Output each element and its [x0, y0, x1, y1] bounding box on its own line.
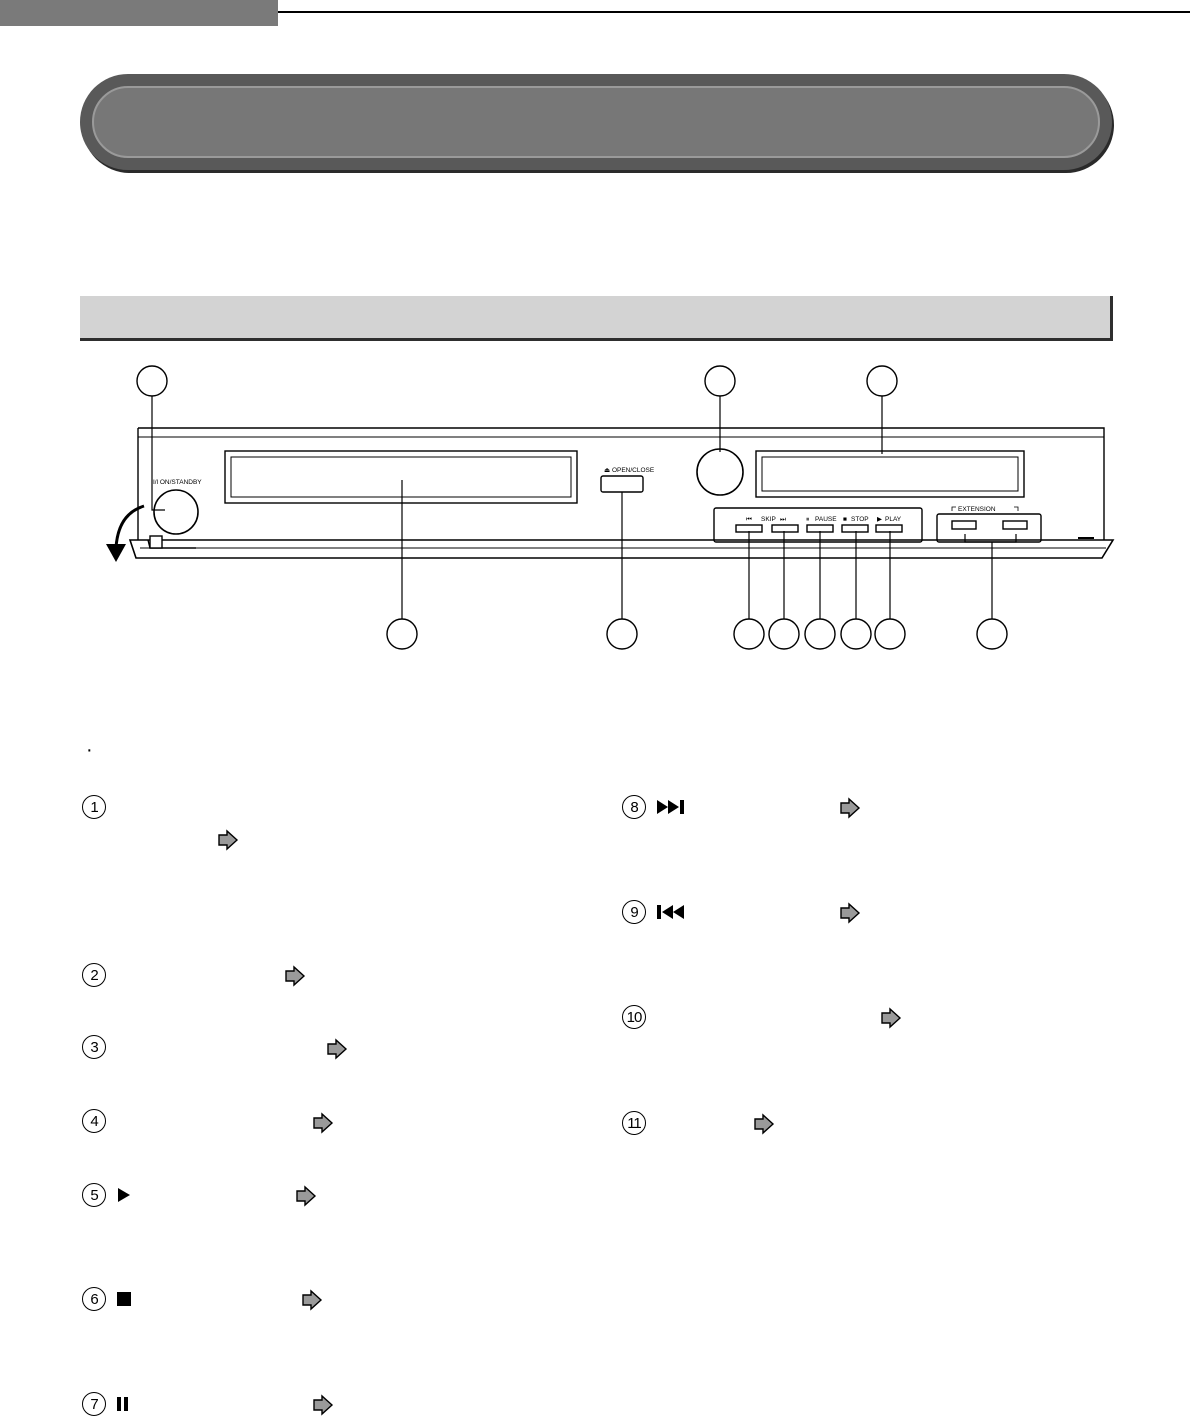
skip-back-icon [656, 904, 688, 920]
stop-glyph: ■ [843, 516, 847, 523]
extension-port-2 [1003, 521, 1027, 529]
skip-forward-glyph: ⏭ [780, 516, 786, 523]
stop-button [842, 525, 868, 532]
play-label: PLAY [885, 516, 902, 523]
page-ref-arrow-icon [839, 902, 861, 924]
item-4 [82, 1107, 106, 1135]
item-number: 3 [82, 1035, 106, 1059]
power-label: I/Ɩ ON/STANDBY [153, 479, 202, 486]
play-glyph: ▶ [877, 516, 882, 523]
callout-9-circle [841, 619, 871, 649]
play-icon [116, 1187, 132, 1203]
callout-4-circle [387, 619, 417, 649]
callout-1-circle [137, 366, 167, 396]
skip-forward-button [772, 525, 798, 532]
item-8 [622, 793, 688, 821]
leader-11 [965, 534, 1016, 619]
pause-label: PAUSE [815, 516, 837, 523]
control-knob [697, 449, 743, 495]
callout-6-circle [734, 619, 764, 649]
page-ref-arrow-icon [753, 1113, 775, 1135]
page-ref-arrow-icon [312, 1394, 334, 1416]
item-10 [622, 1003, 646, 1031]
skip-back-glyph: ⏮ [746, 516, 752, 523]
callout-11-circle [977, 619, 1007, 649]
item-5 [82, 1181, 132, 1209]
item-2 [82, 961, 106, 989]
callout-7-circle [769, 619, 799, 649]
callout-3-circle [867, 366, 897, 396]
pause-glyph: ⏸ [806, 516, 810, 523]
unit-top-edge [138, 428, 1104, 540]
item-number: 1 [82, 795, 106, 819]
item-number: 2 [82, 963, 106, 987]
open-close-label: ⏏ OPEN/CLOSE [604, 467, 655, 474]
stop-label: STOP [851, 516, 869, 523]
disc-tray-inner [231, 457, 571, 497]
pause-button [807, 525, 833, 532]
stop-icon [116, 1291, 132, 1307]
display-window-inner [762, 457, 1018, 491]
page-ref-arrow-icon [839, 797, 861, 819]
skip-back-button [736, 525, 762, 532]
page-ref-arrow-icon [295, 1185, 317, 1207]
extension-port-1 [952, 521, 976, 529]
page-ref-arrow-icon [880, 1007, 902, 1029]
page-ref-arrow-icon [312, 1112, 334, 1134]
item-7 [82, 1390, 130, 1418]
item-number: 4 [82, 1109, 106, 1133]
page-ref-arrow-icon [326, 1038, 348, 1060]
item-number: 7 [82, 1392, 106, 1416]
bullet-dot: · [86, 739, 93, 761]
skip-label: SKIP [761, 516, 776, 523]
item-number: 11 [622, 1111, 646, 1135]
extension-label: EXTENSION [958, 506, 996, 513]
pause-icon [116, 1396, 130, 1412]
disc-tray [225, 451, 577, 503]
page-ref-arrow-icon [217, 829, 239, 851]
open-close-button [601, 476, 643, 492]
item-number: 8 [622, 795, 646, 819]
front-panel-diagram [0, 0, 1190, 700]
item-1 [82, 793, 106, 821]
item-6 [82, 1285, 132, 1313]
item-number: 10 [622, 1005, 646, 1029]
callout-5-circle [607, 619, 637, 649]
leader-1 [152, 396, 165, 510]
item-number: 6 [82, 1287, 106, 1311]
play-button [876, 525, 902, 532]
display-window [756, 451, 1024, 497]
item-number: 9 [622, 900, 646, 924]
power-button [154, 490, 198, 534]
item-number: 5 [82, 1183, 106, 1207]
flap-tab-latch [150, 536, 162, 548]
item-9 [622, 898, 688, 926]
item-3 [82, 1033, 106, 1061]
page-ref-arrow-icon [301, 1289, 323, 1311]
callout-10-circle [875, 619, 905, 649]
page-ref-arrow-icon [284, 965, 306, 987]
callout-2-circle [705, 366, 735, 396]
skip-forward-icon [656, 799, 688, 815]
open-flap-arrowhead [106, 544, 126, 562]
callout-8-circle [805, 619, 835, 649]
item-11 [622, 1109, 646, 1137]
